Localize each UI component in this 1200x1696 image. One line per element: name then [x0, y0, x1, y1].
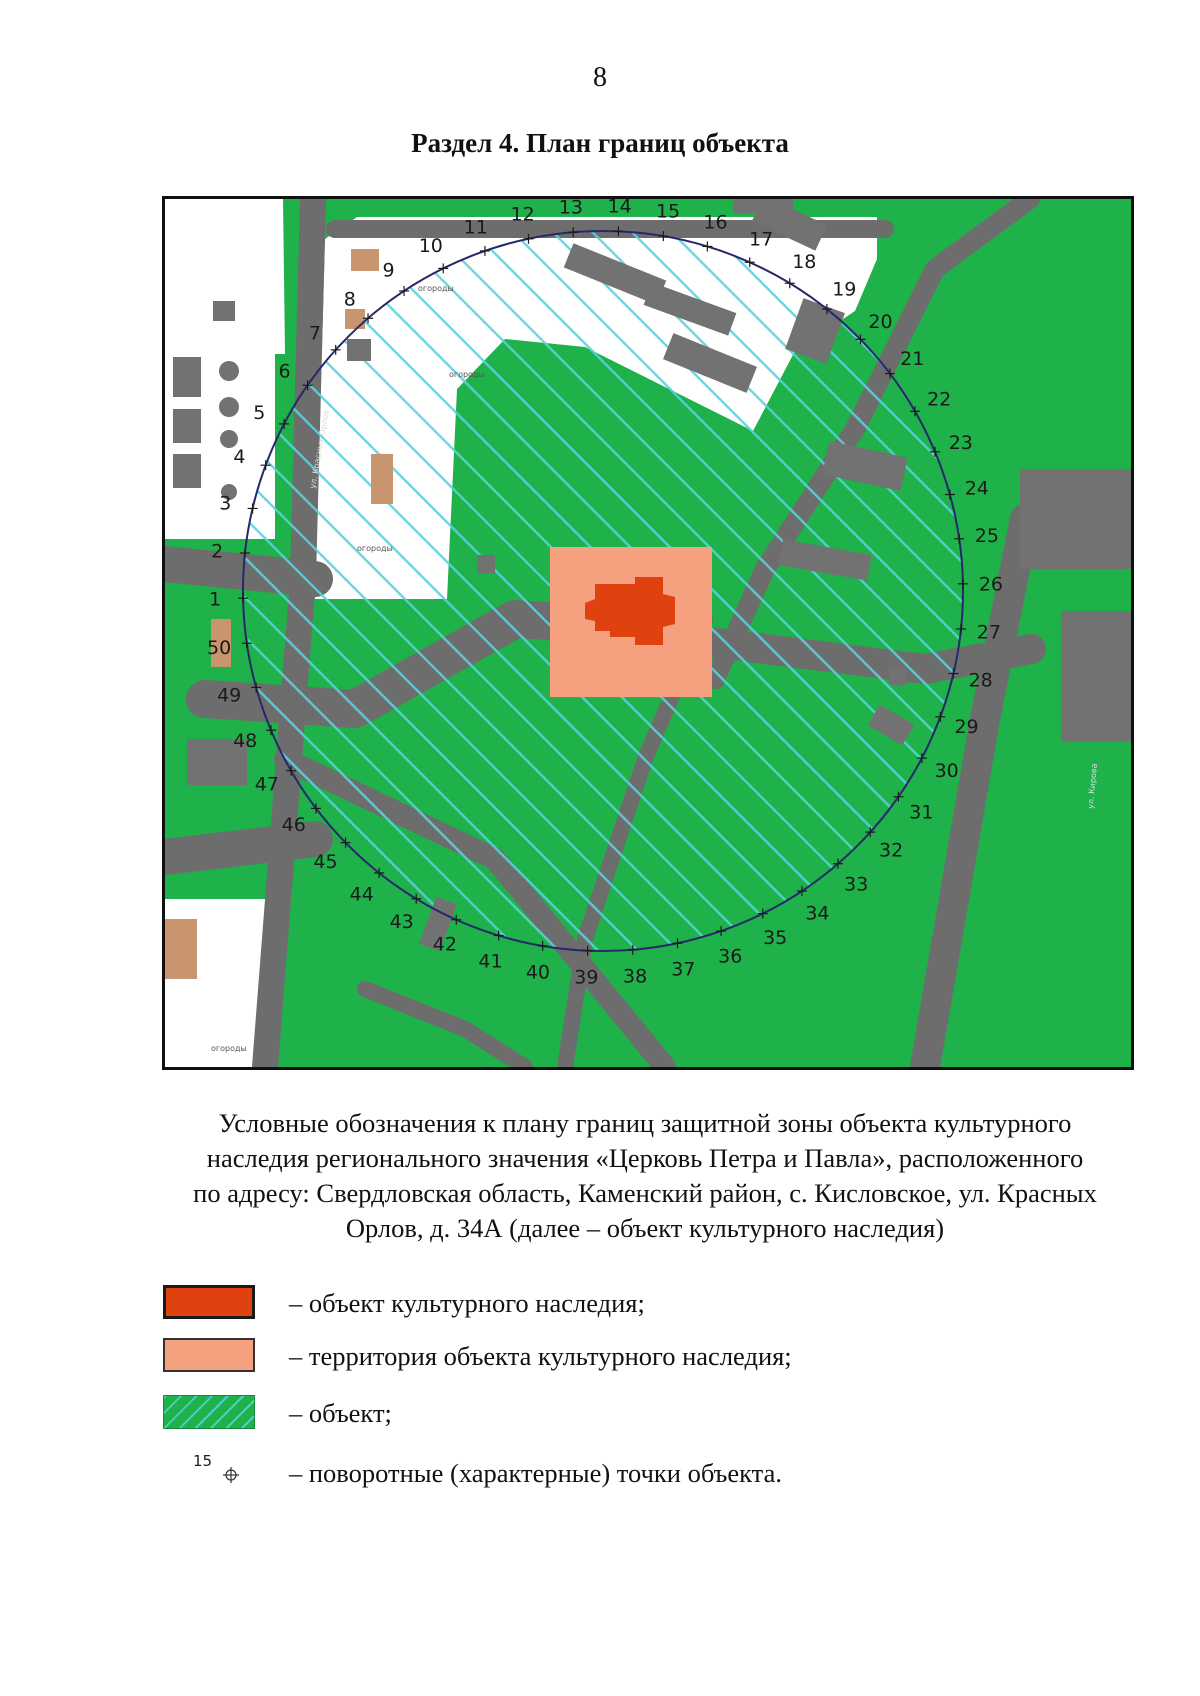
turning-point-label: 48 [233, 730, 258, 753]
turning-point-label: 12 [510, 203, 535, 226]
road-southwest-loop [365, 989, 525, 1067]
caption-line: Орлов, д. 34А (далее – объект культурного наследия) [345, 1213, 945, 1243]
turning-point-label: 50 [207, 637, 232, 660]
turning-point-label: 6 [278, 360, 291, 383]
garden-label: огороды [418, 284, 454, 293]
legend-text: – поворотные (характерные) точки объекта. [289, 1458, 782, 1488]
turning-point-label: 41 [478, 950, 503, 973]
legend-item-protection-zone [163, 1395, 1063, 1431]
turning-point-label: 16 [703, 211, 728, 234]
wooden-building [345, 309, 365, 329]
map-canvas [165, 199, 1131, 1067]
turning-point-label: 35 [763, 926, 788, 949]
turning-point-label: 42 [432, 933, 457, 956]
turning-point-label: 46 [281, 814, 306, 837]
caption-line: наследия регионального значения «Церковь Петра и Павла», расположенного [206, 1143, 1084, 1173]
legend-item-heritage-territory [163, 1338, 1063, 1374]
turning-point-label: 11 [463, 216, 488, 239]
turning-point-label: 38 [623, 965, 648, 988]
garden-label: огороды [211, 1044, 247, 1053]
legend-item-heritage-object [163, 1285, 1063, 1321]
turning-point-label: 29 [954, 715, 979, 738]
building [213, 301, 235, 321]
turning-point-label: 40 [525, 961, 551, 984]
turning-point-label: 47 [254, 773, 279, 796]
turning-point-label: 44 [349, 883, 374, 906]
turning-point-label: 39 [574, 966, 599, 989]
turning-point-label: 19 [832, 278, 857, 301]
turning-point-label: 49 [217, 684, 242, 707]
turning-point-label: 4 [233, 446, 246, 469]
turning-point-label: 2 [211, 540, 224, 563]
turning-point-label: 36 [718, 945, 743, 968]
turning-point-label: 32 [879, 839, 904, 862]
building [173, 409, 201, 443]
heritage-object-swatch [163, 1285, 255, 1319]
garden-label: огороды [449, 370, 485, 379]
turning-point-symbol [193, 1451, 253, 1491]
turning-point-label: 22 [927, 388, 952, 411]
garden-label: огороды [357, 544, 393, 553]
turning-point-label: 21 [900, 347, 925, 370]
building [219, 361, 239, 381]
wooden-building [371, 454, 393, 504]
turning-point-label: 9 [382, 259, 395, 282]
turning-point-label: 1 [209, 588, 222, 611]
turning-point-label: 15 [655, 200, 681, 223]
turning-point-label: 17 [749, 228, 774, 251]
turning-point-sample-number: 15 [193, 1452, 213, 1470]
street-label: ул. Красных Орлов [308, 409, 331, 490]
legend-text: – объект; [289, 1398, 392, 1428]
heritage-territory-swatch [163, 1338, 255, 1372]
building [347, 339, 371, 361]
turning-point-label: 30 [934, 760, 959, 783]
building [477, 555, 495, 573]
garden-area-west [165, 199, 285, 354]
turning-point-label: 13 [558, 199, 583, 219]
wooden-building [165, 919, 197, 979]
protection-zone-swatch [163, 1395, 255, 1429]
turning-point-label: 27 [976, 621, 1001, 644]
legend-item-turning-point [163, 1452, 1063, 1491]
turning-point-label: 10 [418, 235, 443, 258]
caption-line: Условные обозначения к плану границ защитной зоны объекта культурного [218, 1108, 1072, 1138]
turning-point-label: 3 [219, 492, 232, 515]
building [1061, 611, 1131, 741]
turning-point-label: 28 [968, 669, 993, 692]
turning-point-label: 24 [964, 477, 989, 500]
turning-point-label: 8 [343, 288, 356, 311]
turning-point-label: 43 [389, 910, 414, 933]
caption-line: по адресу: Свердловская область, Каменский район, с. Кисловское, ул. Красных [193, 1178, 1097, 1208]
turning-point-label: 20 [868, 311, 893, 334]
turning-point-label: 14 [607, 199, 632, 218]
turning-point-label: 18 [792, 251, 817, 274]
turning-point-label: 37 [671, 958, 696, 981]
building [219, 397, 239, 417]
turning-point-label: 45 [313, 850, 338, 873]
turning-point-label: 33 [844, 873, 869, 896]
road-far-southwest [165, 839, 315, 857]
turning-point-label: 26 [978, 573, 1004, 596]
wooden-building [351, 249, 379, 271]
legend-text: – территория объекта культурного наследия; [289, 1341, 792, 1371]
page-number: 8 [593, 62, 607, 93]
turning-point-label: 7 [308, 322, 321, 345]
boundary-map [162, 196, 1134, 1070]
building [173, 357, 201, 397]
section-title: Раздел 4. План границ объекта [411, 128, 789, 158]
legend-text: – объект культурного наследия; [289, 1288, 645, 1318]
turning-point-label: 31 [909, 801, 934, 824]
legend-caption [150, 1106, 1140, 1246]
building [889, 667, 907, 685]
building [173, 454, 201, 488]
turning-point-label: 34 [805, 902, 830, 925]
turning-point-label: 25 [974, 524, 999, 547]
street-label: ул. Кирова [1086, 763, 1099, 810]
turning-point-label: 5 [253, 401, 266, 424]
building [1020, 469, 1131, 569]
turning-point-label: 23 [948, 431, 973, 454]
